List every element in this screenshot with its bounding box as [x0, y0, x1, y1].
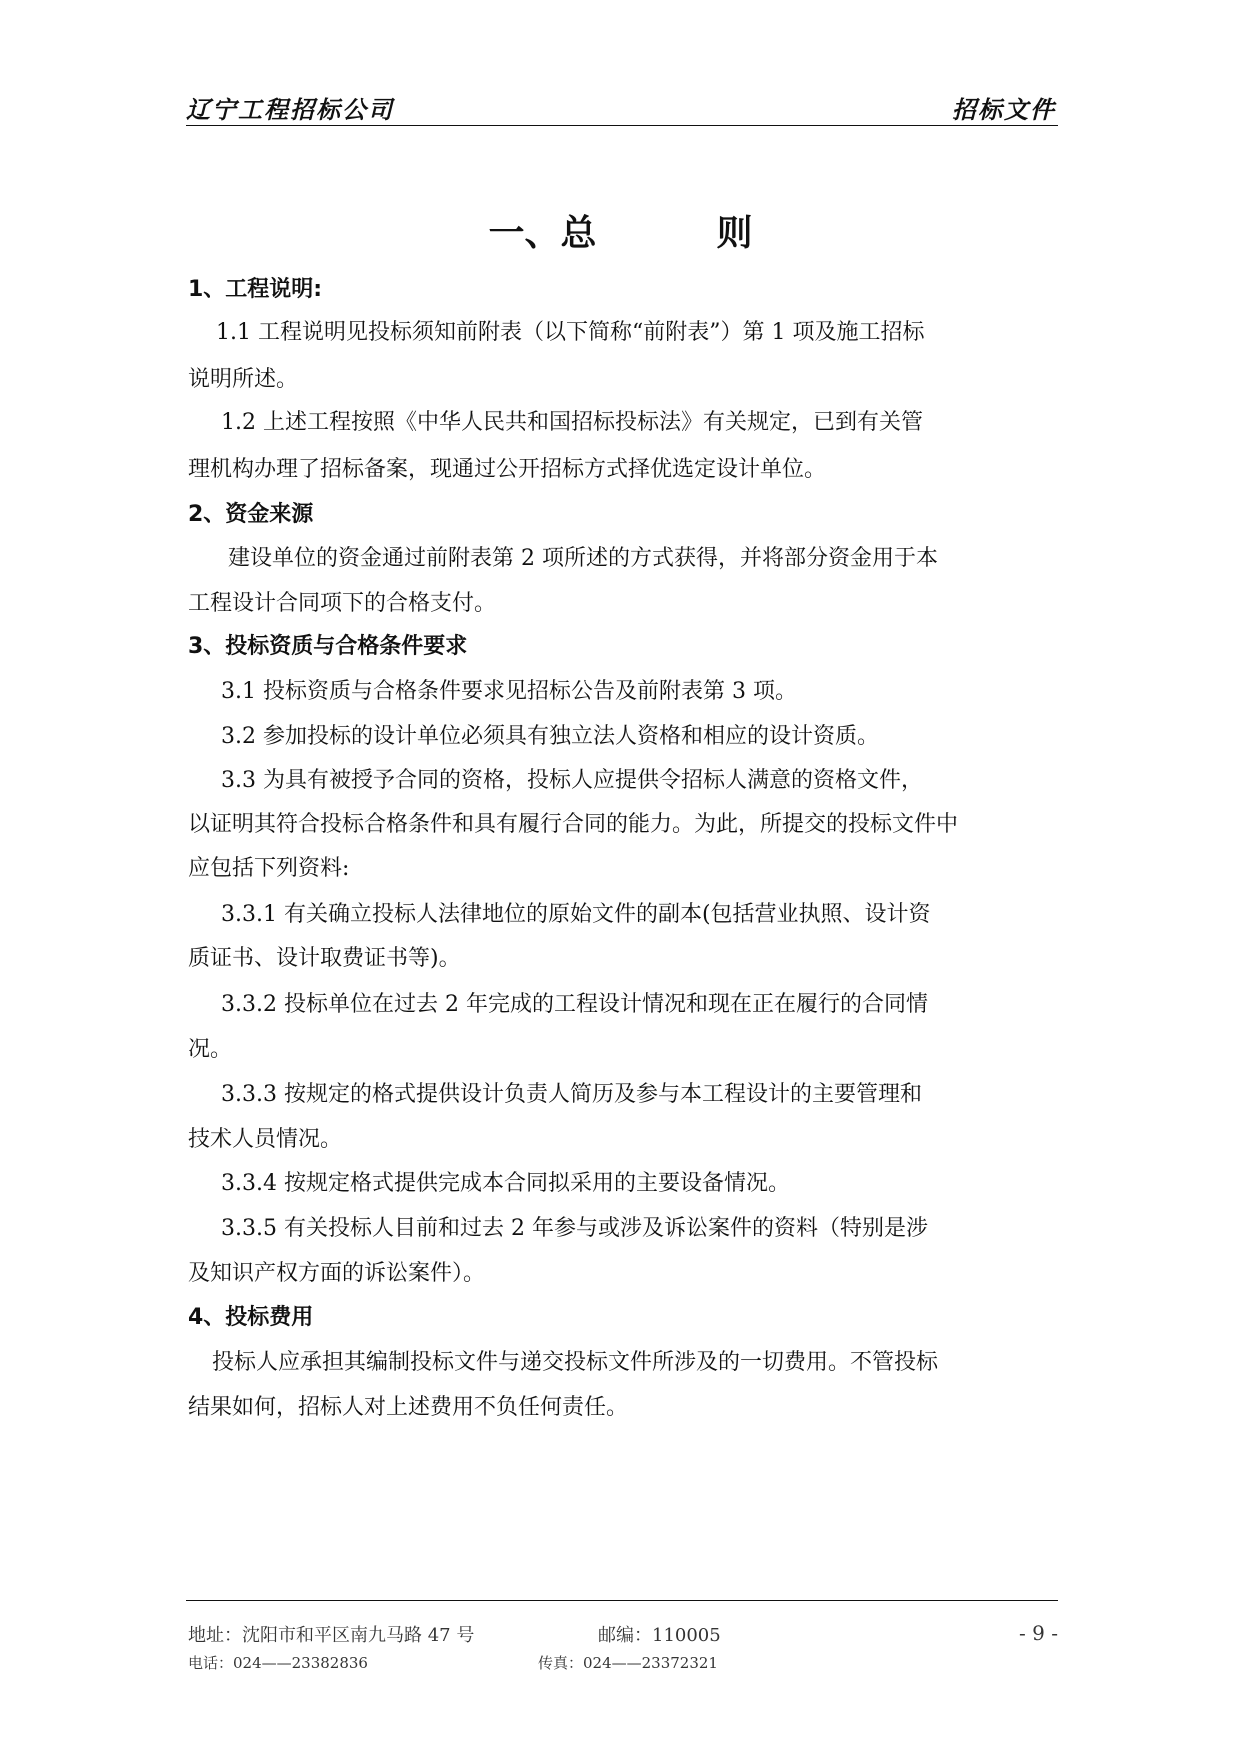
page-number: - 9 - [1019, 1621, 1058, 1645]
header-company: 辽宁工程招标公司 [186, 96, 394, 124]
paragraph-line: 3.3.1 有关确立投标人法律地位的原始文件的副本(包括营业执照、设计资 [221, 902, 931, 927]
paragraph-line: 1.2 上述工程按照《中华人民共和国招标投标法》有关规定，已到有关管 [221, 410, 923, 435]
header-divider [186, 125, 1058, 126]
page-header [186, 88, 1056, 122]
heading-2: 2、资金来源 [188, 502, 314, 527]
section-title-part2: 则 [716, 213, 753, 254]
paragraph-line: 结果如何，招标人对上述费用不负任何责任。 [188, 1395, 629, 1420]
paragraph-line: 3.3.2 投标单位在过去 2 年完成的工程设计情况和现在正在履行的合同情 [221, 992, 928, 1017]
paragraph-line: 3.3 为具有被授予合同的资格，投标人应提供令招标人满意的资格文件， [221, 768, 923, 793]
section-title-part1: 一、总 [488, 213, 597, 254]
footer-fax: 传真：024——23372321 [538, 1654, 718, 1672]
paragraph-line: 1.1 工程说明见投标须知前附表（以下简称“前附表”）第 1 项及施工招标 [216, 320, 925, 345]
paragraph-line: 理机构办理了招标备案，现通过公开招标方式择优选定设计单位。 [188, 457, 827, 482]
footer-divider [186, 1600, 1058, 1601]
paragraph-line: 工程设计合同项下的合格支付。 [188, 591, 497, 616]
paragraph-line: 3.1 投标资质与合格条件要求见招标公告及前附表第 3 项。 [221, 679, 797, 704]
paragraph-line: 3.3.5 有关投标人目前和过去 2 年参与或涉及诉讼案件的资料（特别是涉 [221, 1216, 928, 1241]
heading-4: 4、投标费用 [188, 1305, 314, 1330]
footer-address: 地址：沈阳市和平区南九马路 47 号 [188, 1625, 475, 1646]
paragraph-line: 说明所述。 [188, 367, 299, 392]
paragraph-line: 3.3.3 按规定的格式提供设计负责人简历及参与本工程设计的主要管理和 [221, 1082, 922, 1107]
section-title [0, 205, 1241, 256]
heading-1: 1、工程说明: [188, 277, 323, 302]
paragraph-line: 应包括下列资料: [188, 856, 350, 881]
paragraph-line: 以证明其符合投标合格条件和具有履行合同的能力。为此，所提交的投标文件中 [188, 812, 959, 837]
paragraph-line: 及知识产权方面的诉讼案件）。 [188, 1261, 486, 1286]
heading-3: 3、投标资质与合格条件要求 [188, 634, 468, 659]
paragraph-line: 建设单位的资金通过前附表第 2 项所述的方式获得，并将部分资金用于本 [228, 546, 938, 571]
paragraph-line: 技术人员情况。 [188, 1127, 343, 1152]
footer-phone: 电话：024——23382836 [188, 1654, 368, 1672]
footer-postcode: 邮编：110005 [598, 1625, 721, 1646]
paragraph-line: 3.2 参加投标的设计单位必须具有独立法人资格和相应的设计资质。 [221, 724, 879, 749]
paragraph-line: 质证书、设计取费证书等)。 [188, 946, 461, 971]
paragraph-line: 况。 [188, 1037, 233, 1062]
paragraph-line: 3.3.4 按规定格式提供完成本合同拟采用的主要设备情况。 [221, 1171, 790, 1196]
paragraph-line: 投标人应承担其编制投标文件与递交投标文件所涉及的一切费用。不管投标 [212, 1350, 939, 1375]
header-doc-type: 招标文件 [952, 96, 1056, 124]
